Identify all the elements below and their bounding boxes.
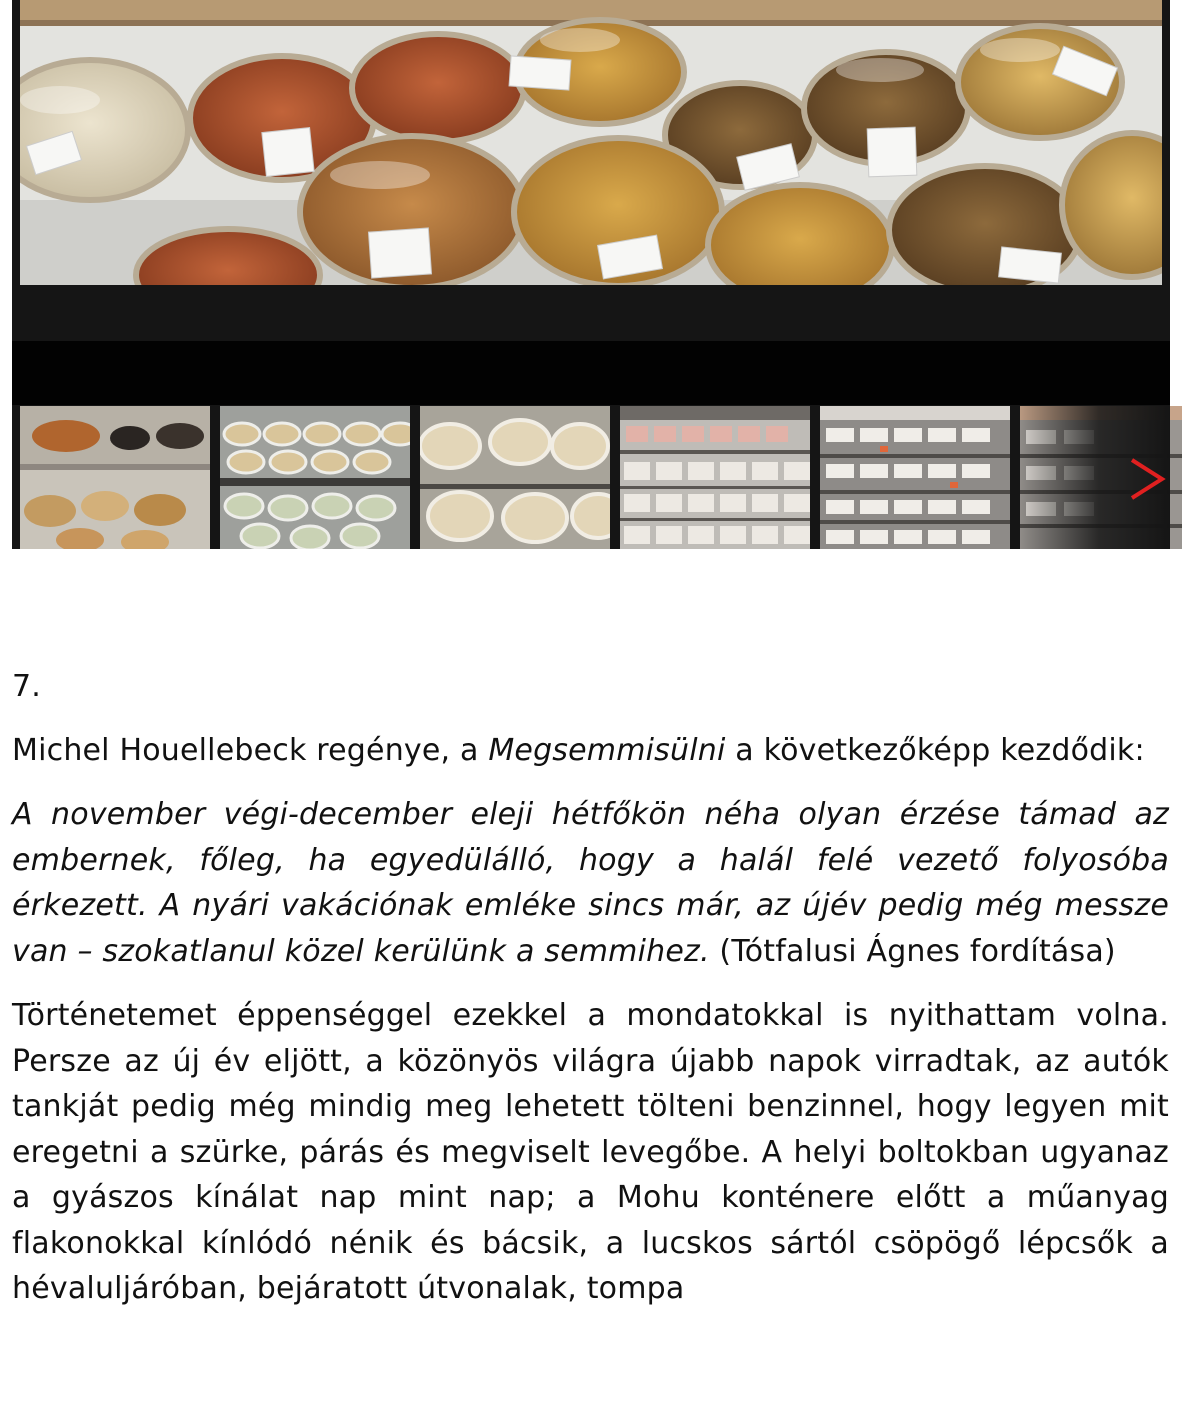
thumbnail-5[interactable] [820,406,1010,549]
translator-credit: (Tótfalusi Ágnes fordítása) [709,933,1116,969]
main-photo[interactable] [20,0,1162,285]
thumbnail-photo [820,406,1010,549]
section-number: 7. [12,669,42,704]
thumbnail-1[interactable] [20,406,210,549]
thumbnail-photo [220,406,410,549]
intro-text-end: a következőképp kezdődik: [725,732,1145,768]
story-paragraph: Történetemet éppenséggel ezekkel a mondatokkal is nyithattam volna. Persze az új év eljött, a közönyös világra újabb napok virradtak, az autók tankját pedig még mindig meg lehetett tölteni benzinnel, hogy legyen mit eregetni a szürke, párás és megviselt levegőbe. A helyi boltokban ugyanaz a gyászos kínálat nap mint nap; a Mohu konténere előtt a műanyag flakonokkal kínlódó nénik és bácsik, a lucskos sártól csöpögő lépcsők a hévaluljáróban, bejáratott útvonalak, tompa [12,998,1169,1306]
photo-gallery [12,0,1170,549]
thumbnail-2[interactable] [220,406,410,549]
intro-text: Michel Houellebeck regénye, a [12,732,489,768]
article-body [12,664,1169,1331]
chevron-right-icon [1124,456,1170,502]
thumbnail-photo [20,406,210,549]
food-display-photo [20,0,1162,285]
thumbnail-photo [420,406,610,549]
next-button[interactable] [1124,456,1170,502]
book-title: Megsemmisülni [488,732,726,768]
thumbnail-3[interactable] [420,406,610,549]
gallery-caption-bar [12,341,1170,405]
intro-paragraph [12,728,1169,774]
thumbnail-4[interactable] [620,406,810,549]
quote-paragraph [12,792,1169,974]
thumbnail-photo [620,406,810,549]
novel-quote: A november végi-december eleji hétfőkön néha olyan érzése támad az embernek, főleg, ha egyedülálló, hogy a halál felé vezető folyosóba érkezett. A nyári vakációnak emléke sincs már, az újév pedig még messze van – szokatlanul közel kerülünk a semmihez. [12,797,1169,969]
thumbnail-strip [12,406,1170,549]
